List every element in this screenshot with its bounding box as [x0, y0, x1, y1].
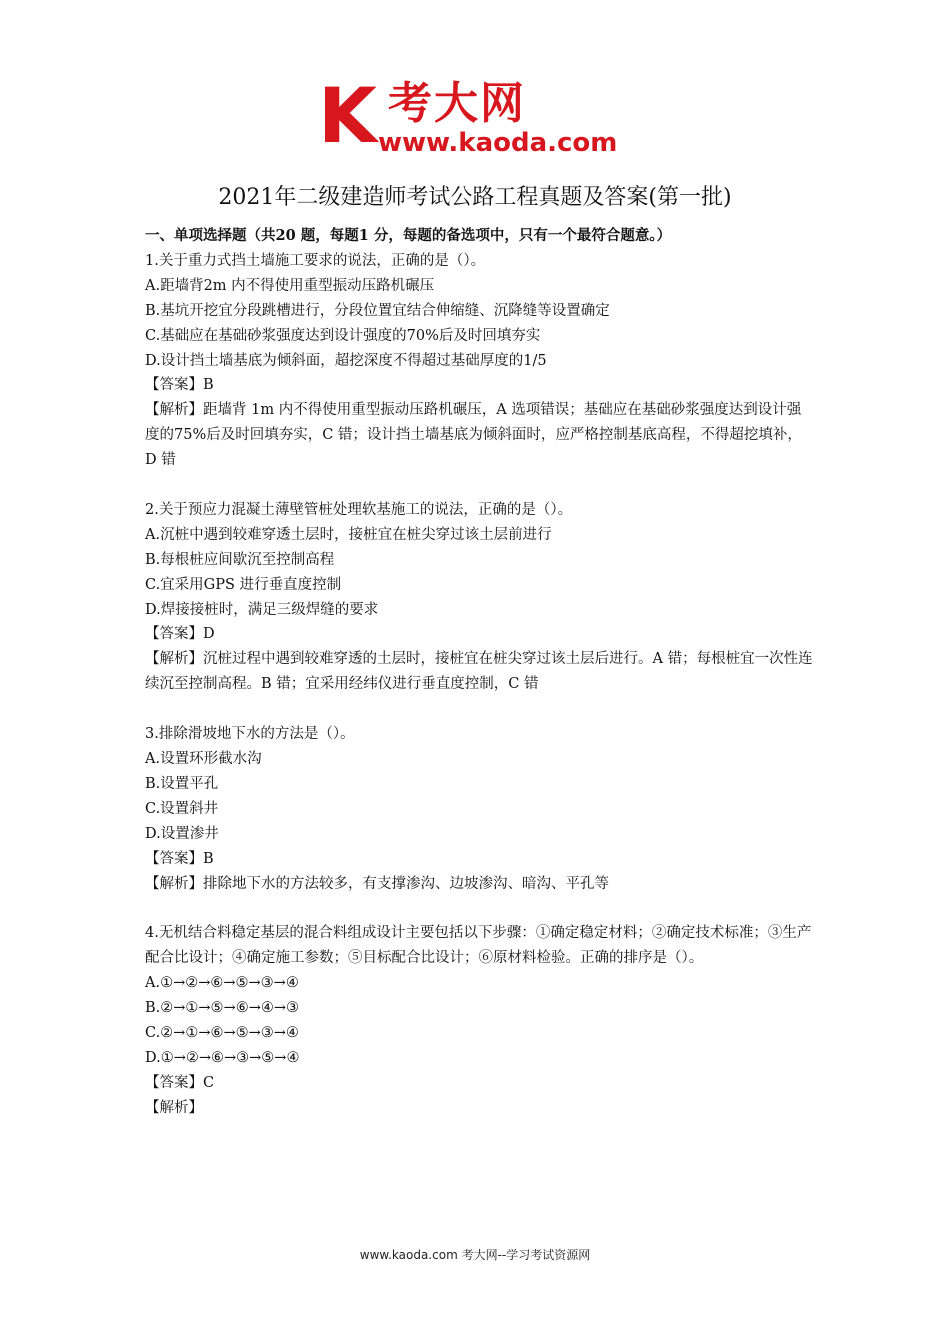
- spacer: [145, 697, 815, 722]
- analysis-text: 【解析】排除地下水的方法较多，有支撑渗沟、边坡渗沟、暗沟、平孔等: [145, 875, 609, 892]
- question-stem: 4.无机结合料稳定基层的混合料组成设计主要包括以下步骤：①确定稳定材料；②确定技术标准；③生产配合比设计；④确定施工参数；⑤目标配合比设计；⑥原材料检验。正确的排序是（）。: [145, 925, 812, 967]
- option-a: A.距墙背2m 内不得使用重型振动压路机碾压: [145, 277, 435, 294]
- logo-url: www.kaoda.com: [378, 128, 618, 158]
- question-block: [145, 249, 815, 473]
- document-title: 2021年二级建造师考试公路工程真题及答案(第一批): [218, 185, 732, 210]
- option-b: B.每根桩应间歇沉至控制高程: [145, 551, 335, 568]
- option-b: B.设置平孔: [145, 775, 219, 792]
- kaoda-logo: [318, 71, 638, 160]
- question-stem: 1.关于重力式挡土墙施工要求的说法，正确的是（）。: [145, 252, 486, 269]
- option-a: A.沉桩中遇到较难穿透土层时，接桩宜在桩尖穿过该土层前进行: [145, 526, 552, 543]
- option-c: C.基础应在基础砂浆强度达到设计强度的70%后及时回填夯实: [145, 327, 541, 344]
- option-d: D.设计挡土墙基底为倾斜面，超挖深度不得超过基础厚度的1/5: [145, 352, 547, 369]
- analysis-text: 【解析】沉桩过程中遇到较难穿透的土层时，接桩宜在桩尖穿过该土层后进行。A 错；每根桩宜一次性连续沉至控制高程。B 错；宜采用经纬仪进行垂直度控制，C 错: [145, 651, 813, 693]
- option-d: D.焊接接桩时，满足三级焊缝的要求: [145, 601, 379, 618]
- option-c: C.②→①→⑥→⑤→③→④: [145, 1024, 299, 1041]
- answer-line: 【答案】B: [145, 377, 214, 394]
- option-c: C.设置斜井: [145, 800, 219, 817]
- question-block: [145, 921, 815, 1120]
- option-c: C.宜采用GPS 进行垂直度控制: [145, 576, 342, 593]
- logo-name: 考大网: [388, 78, 526, 129]
- answer-line: 【答案】B: [145, 850, 214, 867]
- option-a: A.设置环形截水沟: [145, 751, 262, 767]
- option-b: B.基坑开挖宜分段跳槽进行，分段位置宜结合伸缩缝、沉降缝等设置确定: [145, 302, 610, 319]
- question-stem: 2.关于预应力混凝土薄壁管桩处理软基施工的说法，正确的是（）。: [145, 501, 573, 518]
- question-stem: 3.排除滑坡地下水的方法是（）。: [145, 726, 355, 743]
- logo-k-mark: K: [318, 71, 375, 160]
- section-heading: 一、单项选择题（共20 题，每题1 分，每题的备选项中，只有一个最符合题意。）: [145, 227, 672, 244]
- analysis-text: 【解析】: [145, 1099, 203, 1116]
- question-block: [145, 722, 815, 896]
- spacer: [145, 896, 815, 921]
- answer-line: 【答案】D: [145, 626, 215, 643]
- analysis-text: 【解析】距墙背 1m 内不得使用重型振动压路机碾压，A 选项错误；基础应在基础砂浆强度达到设计强度的75%后及时回填夯实，C 错；设计挡土墙基底为倾斜面时，应严格控制基底高程，不得超挖填补， D 错: [145, 402, 802, 469]
- option-b: B.②→①→⑤→⑥→④→③: [145, 1000, 300, 1017]
- page-footer: www.kaoda.com 考大网--学习考试资源网: [359, 1248, 591, 1262]
- question-block: [145, 498, 815, 697]
- document-body: [145, 224, 815, 1121]
- option-d: D.设置渗井: [145, 825, 219, 842]
- spacer: [145, 473, 815, 498]
- answer-line: 【答案】C: [145, 1074, 215, 1091]
- option-d: D.①→②→⑥→③→⑤→④: [145, 1049, 300, 1066]
- option-a: A.①→②→⑥→⑤→③→④: [145, 975, 299, 992]
